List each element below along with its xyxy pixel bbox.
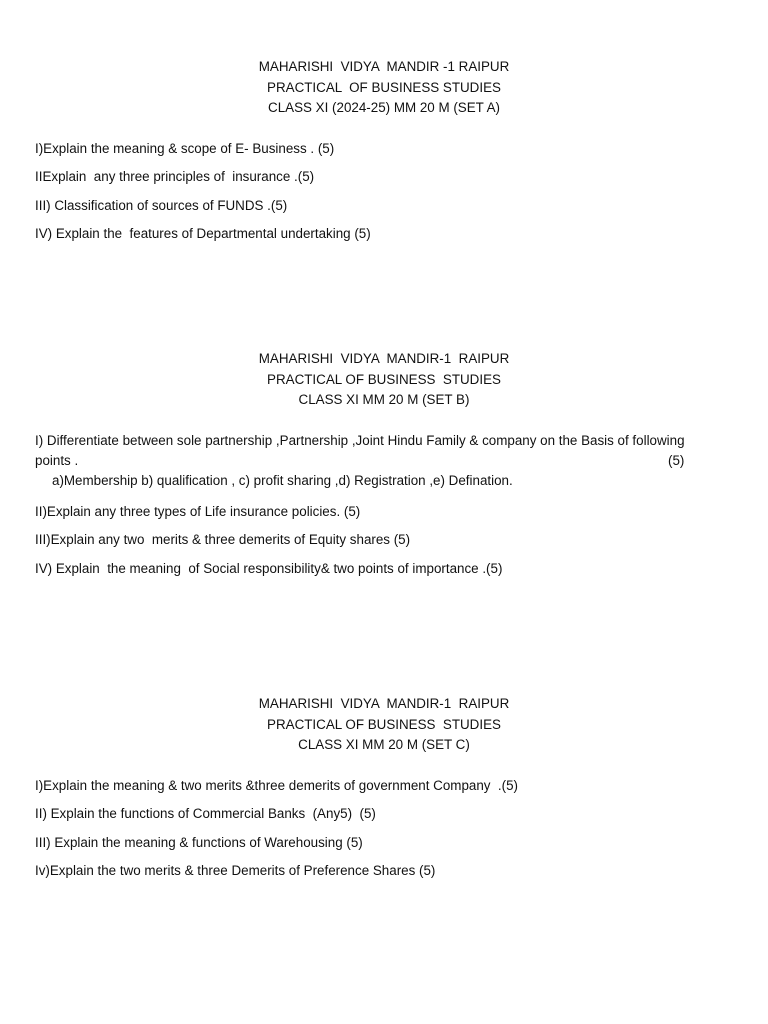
set-a-questions [35,139,735,245]
question-item: I)Explain the meaning & two merits &three demerits of government Company .(5) [35,777,519,793]
question-set-a [0,57,768,253]
subject-title: PRACTICAL OF BUSINESS STUDIES [267,371,501,387]
set-a-header [0,57,768,119]
set-b-header [0,349,768,411]
question-item: IV) Explain the meaning of Social responsibility& two points of importance .(5) [35,560,503,576]
set-c-questions [35,776,735,882]
class-line: CLASS XI MM 20 M (SET C) [298,737,470,752]
subject-title: PRACTICAL OF BUSINESS STUDIES [267,79,501,95]
class-line: CLASS XI (2024-25) MM 20 M (SET A) [268,100,500,115]
subject-title: PRACTICAL OF BUSINESS STUDIES [267,716,501,732]
points-text: points . [35,452,79,468]
marks-label: (5) [668,452,685,468]
question-item: III) Explain the meaning & functions of Warehousing (5) [35,834,363,850]
school-name: MAHARISHI VIDYA MANDIR-1 RAIPUR [258,696,510,711]
set-c-header [0,694,768,756]
question-item: I)Explain the meaning & scope of E- Business . (5) [35,140,335,156]
question-item: Iv)Explain the two merits & three Demerits of Preference Shares (5) [35,863,436,878]
question-continuation [35,451,735,471]
question-item: III)Explain any two merits & three demerits of Equity shares (5) [35,532,411,547]
question-set-b [0,349,768,587]
set-b-questions [35,431,735,579]
question-item: II) Explain the functions of Commercial Banks (Any5) (5) [35,806,376,821]
question-item: IV) Explain the features of Departmental undertaking (5) [35,226,371,241]
school-name: MAHARISHI VIDYA MANDIR -1 RAIPUR [258,59,510,74]
question-item: II)Explain any three types of Life insurance policies. (5) [35,503,361,519]
question-subitems: a)Membership b) qualification , c) profit sharing ,d) Registration ,e) Defination. [52,472,513,488]
school-name: MAHARISHI VIDYA MANDIR-1 RAIPUR [258,351,510,366]
question-set-c [0,694,768,890]
question-item: III) Classification of sources of FUNDS .(5) [35,197,288,213]
question-item: I) Differentiate between sole partnership ,Partnership ,Joint Hindu Family & company on the Basis of following [35,432,685,448]
question-item: IIExplain any three principles of insurance .(5) [35,169,315,184]
class-line: CLASS XI MM 20 M (SET B) [298,392,470,407]
